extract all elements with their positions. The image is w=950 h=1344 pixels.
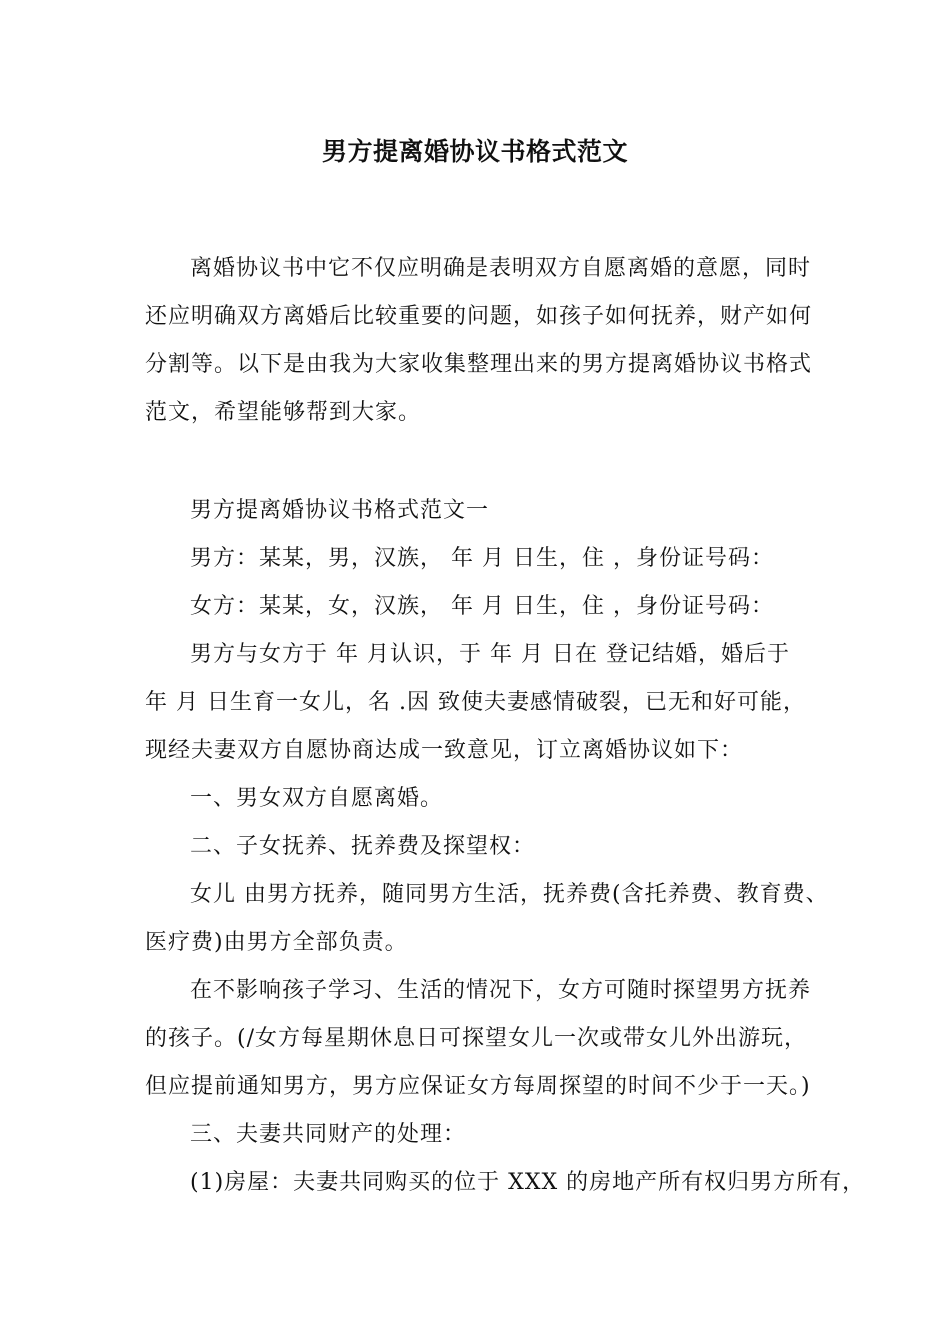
paragraph-line: 年 月 日生育一女儿，名 .因 致使夫妻感情破裂，已无和好可能，: [145, 690, 806, 715]
paragraph-line: 范文，希望能够帮到大家。: [145, 400, 422, 425]
paragraph-line: 分割等。以下是由我为大家收集整理出来的男方提离婚协议书格式: [145, 352, 813, 377]
paragraph-line: 的孩子。(/女方每星期休息日可探望女儿一次或带女儿外出游玩，: [145, 1026, 807, 1051]
paragraph-line: 还应明确双方离婚后比较重要的问题，如孩子如何抚养，财产如何: [145, 304, 813, 329]
party-female-line: 女方：某某，女，汉族， 年 月 日生，住 ，身份证号码：: [190, 594, 774, 619]
paragraph-line: 女儿 由男方抚养，随同男方生活，抚养费(含托养费、教育费、: [190, 882, 829, 907]
paragraph-line: 但应提前通知男方，男方应保证女方每周探望的时间不少于一天。): [145, 1074, 811, 1099]
paragraph-line: 离婚协议书中它不仅应明确是表明双方自愿离婚的意愿，同时: [190, 256, 812, 281]
paragraph-line: 现经夫妻双方自愿协商达成一致意见，订立离婚协议如下：: [145, 738, 744, 763]
paragraph-line: 男方与女方于 年 月认识，于 年 月 日在 登记结婚，婚后于: [190, 642, 790, 667]
paragraph-line: 医疗费)由男方全部负责。: [145, 930, 408, 955]
paragraph-line: (1)房屋：夫妻共同购买的位于 XXX 的房地产所有权归男方所有，: [190, 1170, 866, 1195]
clause-one: 一、男女双方自愿离婚。: [190, 786, 444, 811]
clause-two-heading: 二、子女抚养、抚养费及探望权：: [190, 834, 536, 859]
document-title: 男方提离婚协议书格式范文: [321, 137, 628, 166]
party-male-line: 男方：某某，男，汉族， 年 月 日生，住 ，身份证号码：: [190, 546, 774, 571]
clause-three-heading: 三、夫妻共同财产的处理：: [190, 1122, 467, 1147]
section-heading: 男方提离婚协议书格式范文一: [190, 498, 490, 523]
paragraph-line: 在不影响孩子学习、生活的情况下，女方可随时探望男方抚养: [190, 978, 812, 1003]
